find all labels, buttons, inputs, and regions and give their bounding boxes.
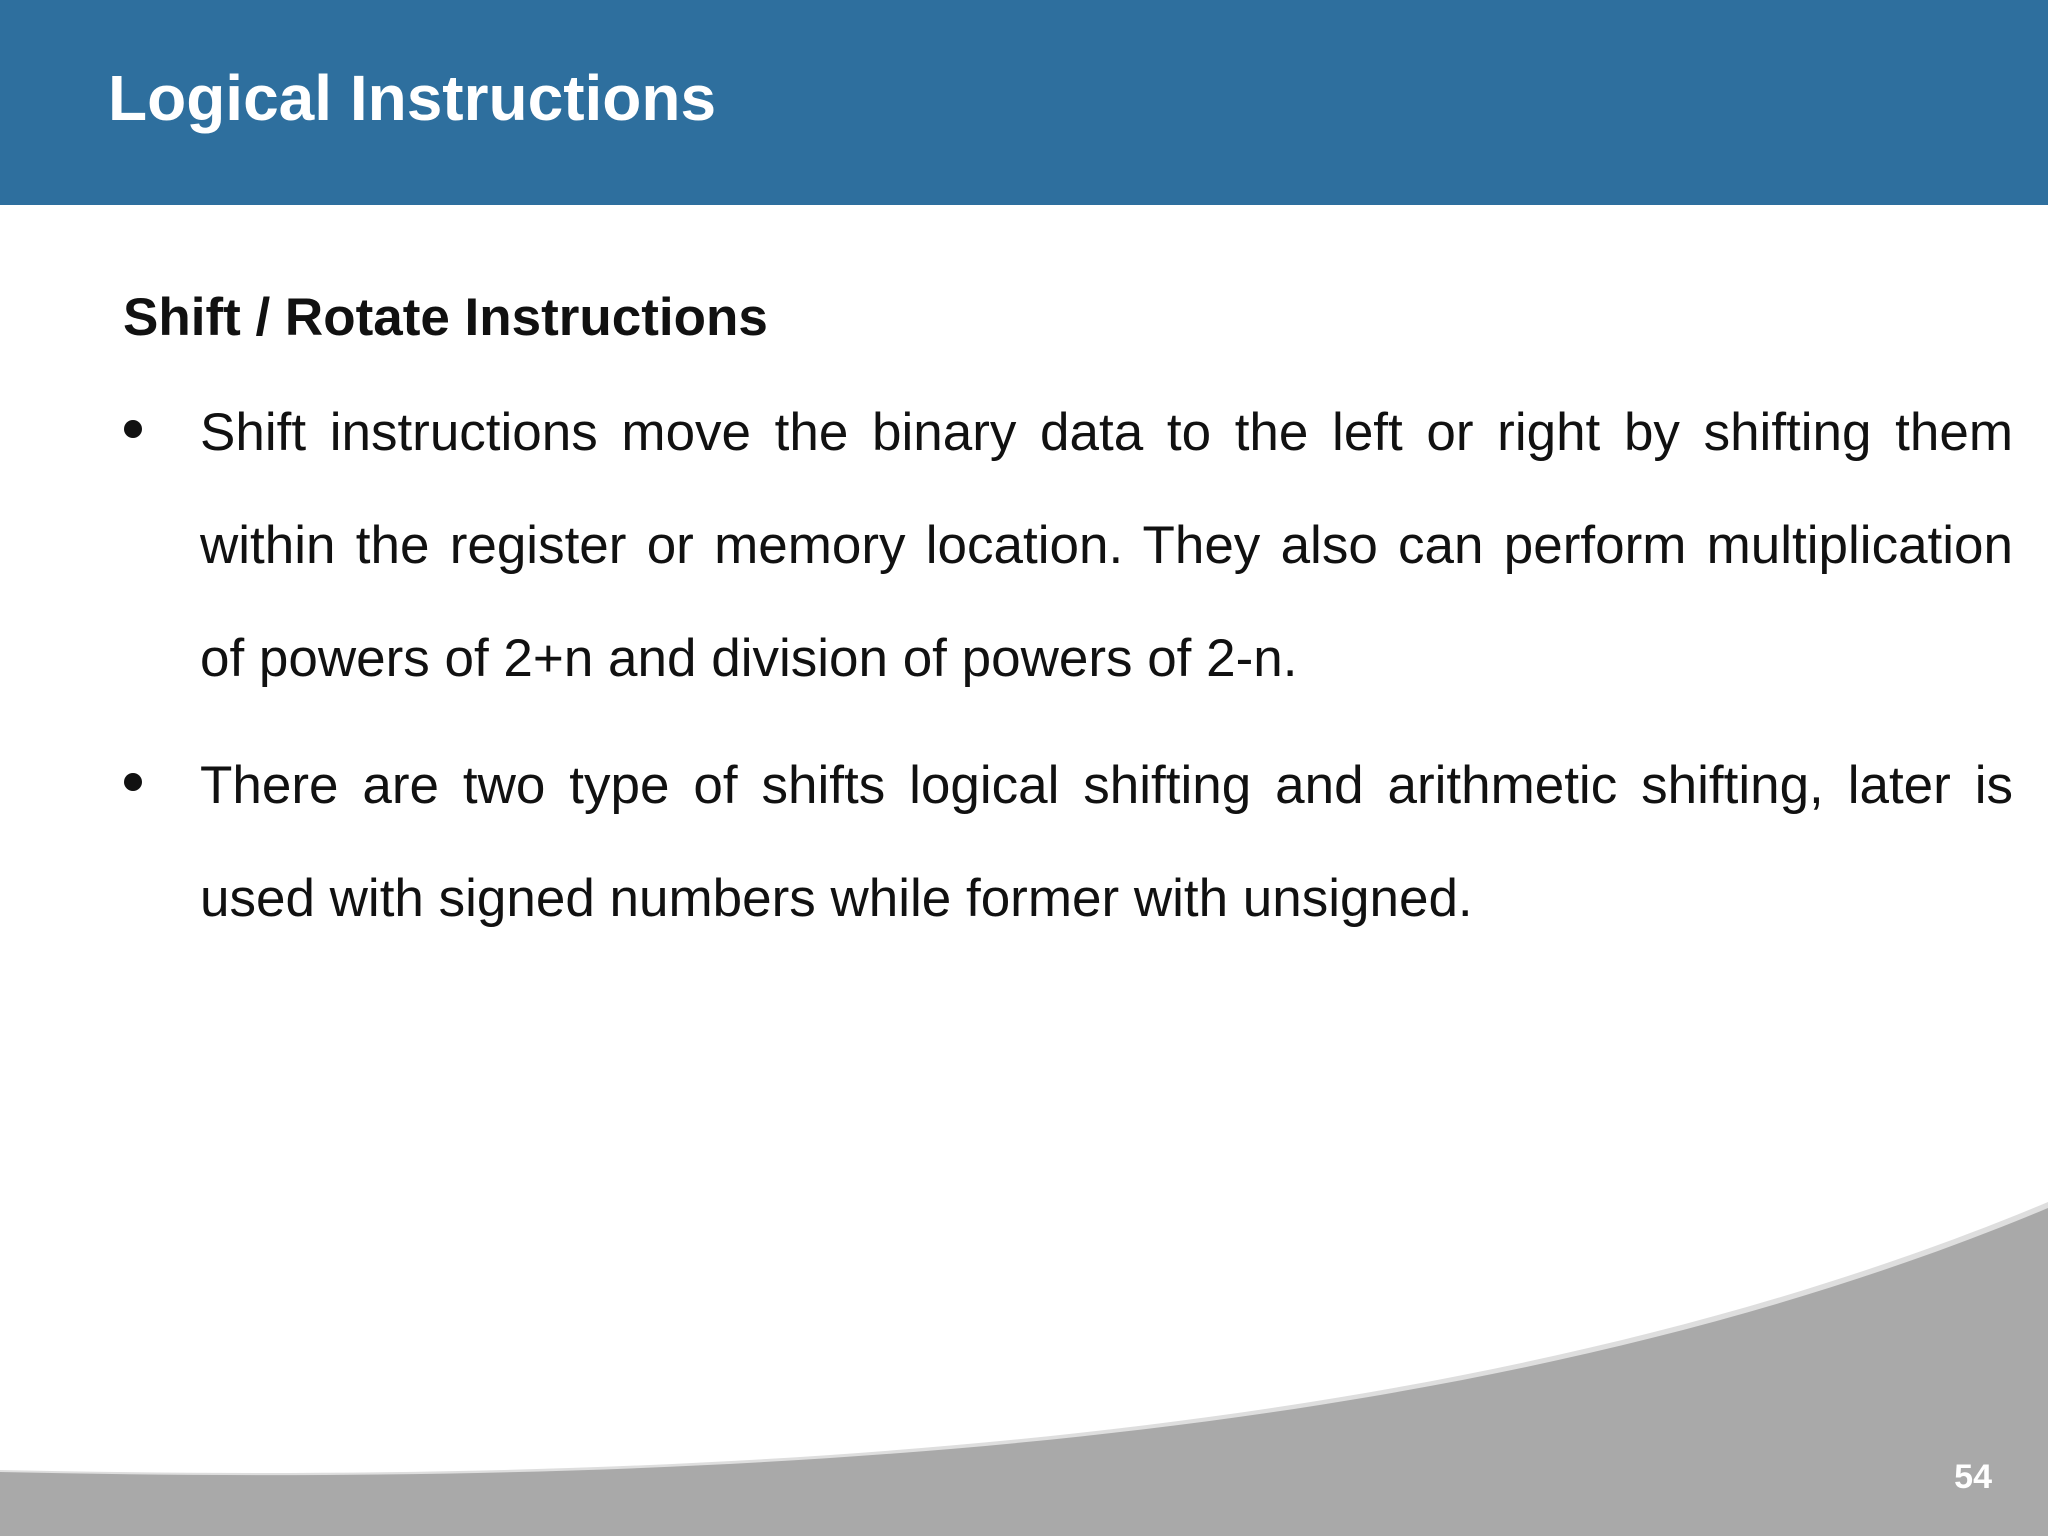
footer-wave [0,1180,2048,1536]
title-bar [0,0,2048,205]
slide-title: Logical Instructions [108,62,717,134]
bullet-item: Shift instructions move the binary data to the left or right by shifting them within the register or memory location. They also can perform multiplication of powers of 2+n and division of powers of 2-n. [200,403,2013,688]
bullet-icon [124,773,142,791]
page-number: 54 [1954,1458,1992,1496]
bullet-icon [124,420,142,438]
section-heading: Shift / Rotate Instructions [123,288,768,347]
bullet-item: There are two type of shifts logical shifting and arithmetic shifting, later is used with signed numbers while former with unsigned. [200,756,2013,928]
